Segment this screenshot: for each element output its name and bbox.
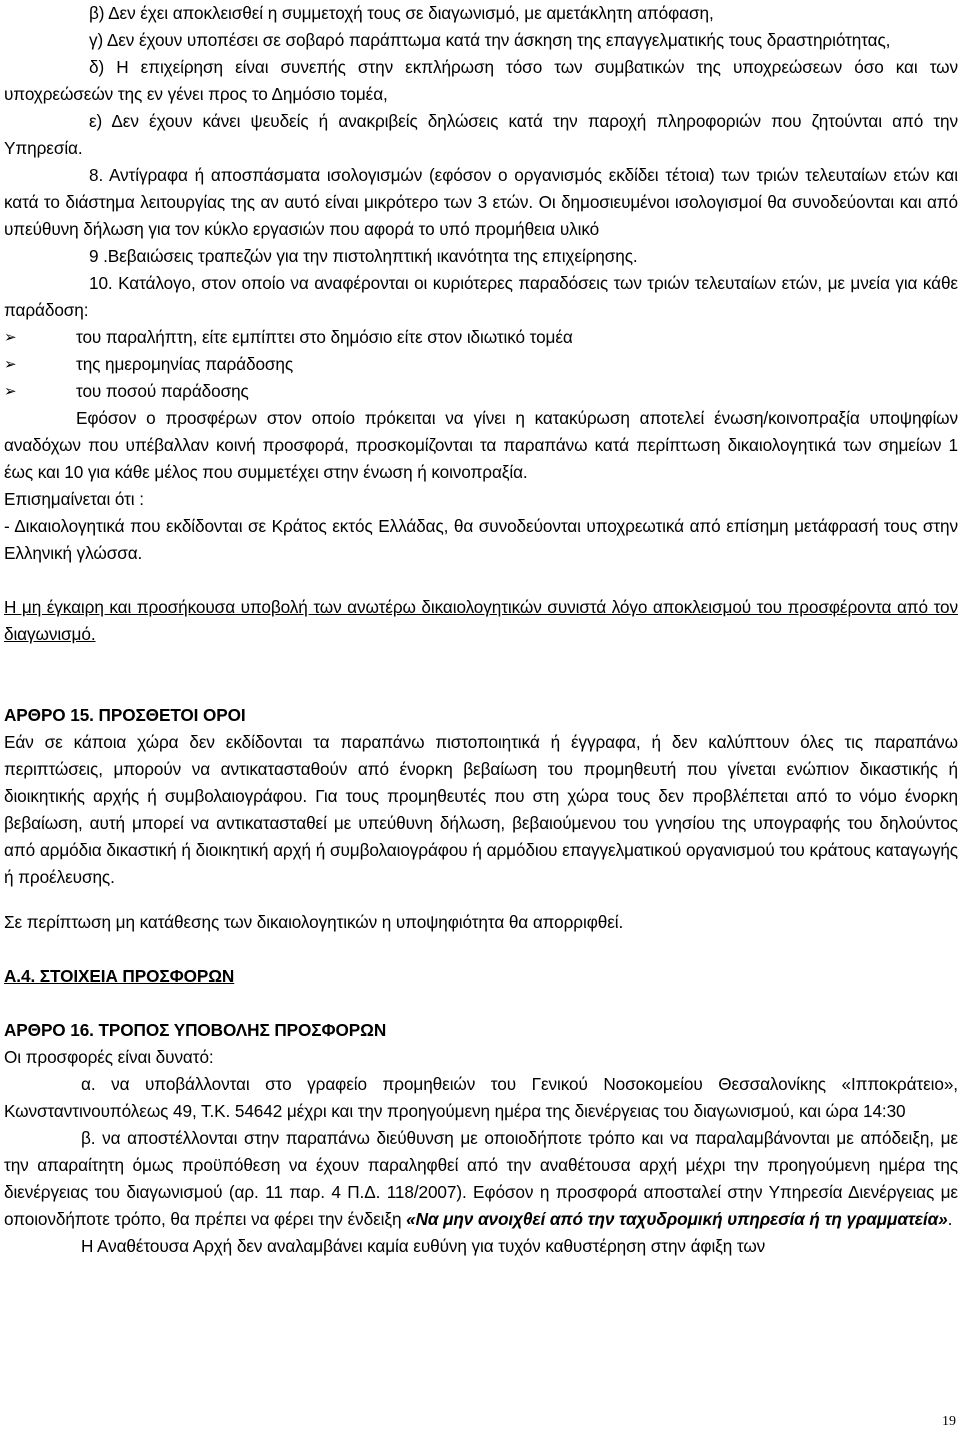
item-b-emphasis: «Να μην ανοιχθεί από την ταχυδρομική υπηρεσία ή τη γραμματεία» [406, 1209, 948, 1229]
item-g: γ) Δεν έχουν υποπέσει σε σοβαρό παράπτωμα κατά την άσκηση της επαγγελματικής τους δραστηριότητας, [89, 30, 891, 50]
item-10: 10. Κατάλογο, στον οποίο να αναφέρονται οι κυριότερες παραδόσεις των τριών τελευταίων ετών, με μνεία για κάθε παράδοση: [4, 273, 958, 320]
consortium-paragraph: Εφόσον ο προσφέρων στον οποίο πρόκειται να γίνει η κατακύρωση αποτελεί ένωση/κοινοπραξία υποψηφίων αναδόχων που υπέβαλλαν κοινή προσφορά, προσκομίζονται τα παραπάνω κατά περίπτωση δικαιολογητικά των σημείων 1 έως και 10 για κάθε μέλος που συμμετέχει στην ένωση ή κοινοπραξία. [4, 408, 958, 482]
item-d: δ) Η επιχείρηση είναι συνεπής στην εκπλήρωση τόσο των συμβατικών της υποχρεώσεων όσο και των υποχρεώσεών της εν γένει προς το Δημόσιο τομέα, [4, 57, 958, 104]
note-label: Επισημαίνεται ότι : [4, 489, 144, 509]
item-e: ε) Δεν έχουν κάνει ψευδείς ή ανακριβείς δηλώσεις κατά την παροχή πληροφοριών που ζητούνται από την Υπηρεσία. [4, 111, 958, 158]
item-9: 9 .Βεβαιώσεις τραπεζών για την πιστοληπτική ικανότητα της επιχείρησης. [89, 246, 638, 266]
article-15-rejection: Σε περίπτωση μη κατάθεσης των δικαιολογητικών η υποψηφιότητα θα απορριφθεί. [4, 912, 624, 932]
arrow-bullet-icon: ➢ [4, 356, 17, 373]
bullet-text: του ποσού παράδοσης [76, 381, 249, 401]
article-16-item-a: α. να υποβάλλονται στο γραφείο προμηθειών του Γενικού Νοσοκομείου Θεσσαλονίκης «Ιπποκράτειο», Κωνσταντινουπόλεως 49, Τ.Κ. 54642 μέχρι και την προηγούμενη ημέρα της διενέργειας του διαγωνισμού, και ώρα 14:30 [4, 1074, 958, 1121]
article-15-paragraph: Εάν σε κάποια χώρα δεν εκδίδονται τα παραπάνω πιστοποιητικά ή έγγραφα, ή δεν καλύπτουν όλες τις παραπάνω περιπτώσεις, μπορούν να αντικατασταθούν από ένορκη βεβαίωση του προμηθευτή που γίνεται ενώπιον δικαστικής ή διοικητικής αρχής ή συμβολαιογράφου. Για τους προμηθευτές που στη χώρα τους δεν προβλέπεται από το νόμο ένορκη βεβαίωση, αυτή μπορεί να αντικατασταθεί με υπεύθυνη δήλωση, βεβαιούμενου του γνησίου της υπογραφής του δηλούντος από αρμόδια δικαστική ή διοικητική αρχή ή συμβολαιογράφου ή αρμόδιου επαγγελματικού οργανισμού του κράτους καταγωγής ή προέλευσης. [4, 732, 958, 887]
article-15-title: ΑΡΘΡΟ 15. ΠΡΟΣΘΕΤΟΙ ΟΡΟΙ [4, 705, 246, 725]
article-16-intro: Οι προσφορές είναι δυνατό: [4, 1047, 214, 1067]
article-16-last-line: Η Αναθέτουσα Αρχή δεν αναλαμβάνει καμία ευθύνη για τυχόν καθυστέρηση στην άφιξη των [81, 1236, 766, 1256]
page-number: 19 [942, 1414, 956, 1429]
item-b-text: β. να αποστέλλονται στην παραπάνω διεύθυνση με οποιοδήποτε τρόπο και να παραλαμβάνονται με απόδειξη, με την απαραίτητη όμως προϋπόθεση να έχουν παραληφθεί από την αναθέτουσα αρχή μέχρι την προηγούμενη ημέρα της διενέργειας του διαγωνισμού (αρ. 11 παρ. 4 Π.Δ. 118/2007). Εφόσον η προσφορά αποσταλεί στην Υπηρεσία Διενέργειας με οποιονδήποτε τρόπο, θα πρέπει να φέρει την ένδειξη [4, 1128, 958, 1229]
item-b-end: . [947, 1209, 953, 1229]
bullet-item [4, 378, 958, 405]
arrow-bullet-icon: ➢ [4, 329, 17, 346]
bullet-item [4, 324, 958, 351]
item-8: 8. Αντίγραφα ή αποσπάσματα ισολογισμών (εφόσον ο οργανισμός εκδίδει τέτοια) των τριών τελευταίων ετών και κατά το διάστημα λειτουργίας της αν αυτό είναι μικρότερο των 3 ετών. Οι δημοσιευμένοι ισολογισμοί θα συνοδεύονται και από υπεύθυνη δήλωση για τον κύκλο εργασιών που αφορά το υπό προμήθεια υλικό [4, 165, 958, 239]
note-text: - Δικαιολογητικά που εκδίδονται σε Κράτος εκτός Ελλάδας, θα συνοδεύονται υποχρεωτικά από επίσημη μετάφρασή τους στην Ελληνική γλώσσα. [4, 516, 958, 563]
bullet-text: του παραλήπτη, είτε εμπίπτει στο δημόσιο είτε στον ιδιωτικό τομέα [76, 327, 573, 347]
article-16-item-b [4, 1125, 958, 1233]
item-b: β) Δεν έχει αποκλεισθεί η συμμετοχή τους σε διαγωνισμό, με αμετάκλητη απόφαση, [89, 3, 714, 23]
section-a4-title: Α.4. ΣΤΟΙΧΕΙΑ ΠΡΟΣΦΟΡΩΝ [4, 966, 235, 986]
bullet-item [4, 351, 958, 378]
exclusion-notice: Η μη έγκαιρη και προσήκουσα υποβολή των ανωτέρω δικαιολογητικών συνιστά λόγο αποκλεισμού του προσφέροντα από τον διαγωνισμό. [4, 597, 958, 644]
bullet-text: της ημερομηνίας παράδοσης [76, 354, 294, 374]
document-page [4, 0, 958, 1260]
arrow-bullet-icon: ➢ [4, 383, 17, 400]
article-16-title: ΑΡΘΡΟ 16. ΤΡΟΠΟΣ ΥΠΟΒΟΛΗΣ ΠΡΟΣΦΟΡΩΝ [4, 1020, 387, 1040]
